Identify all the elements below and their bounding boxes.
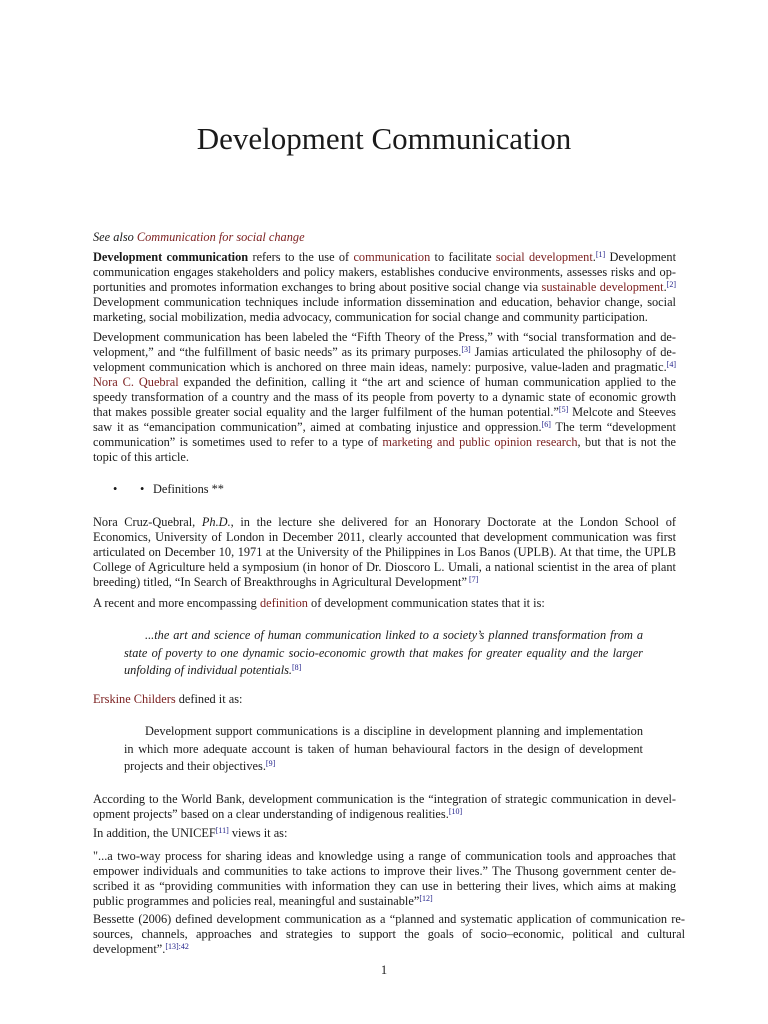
link-marketing-and-public-opinion-research[interactable]: marketing and public opinion research — [382, 435, 578, 449]
page-number: 1 — [380, 963, 388, 977]
text-run: According to the World Bank, development communication is the “integration of strategic communication in development projects” based on a clear understanding of indigenous realities. — [93, 792, 676, 821]
reference-6[interactable]: [6] — [541, 420, 551, 429]
text-run: "...a two-way process for sharing ideas and knowledge using a range of communication tools and approaches that empower individuals and communities to take actions to improve their lives.” The Thusong government center described it as “providing communities with information they can use in bettering their lives, which aims at making public programmes and policies real, meaningful and sustainable” — [93, 849, 676, 908]
blockquote-childers — [124, 723, 643, 776]
text-run: Jamias articulated the philosophy of development communication which is anchored on three main ideas, namely: purposive, value-laden and pragmatic. — [93, 345, 677, 374]
bullet-inner: • — [140, 482, 145, 496]
text-run: Development communication engages stakeholders and policy makers, establishes conducive environments, assesses risks and opportunities and promotes information exchanges to bring about positive social change via — [93, 250, 676, 294]
text-run: Development communication techniques include information dissemination and education, behavior change, social marketing, social mobilization, media advocacy, communication for social change and community participation. — [93, 295, 676, 324]
text-run: of development communication states that it is: — [307, 596, 545, 610]
bullet-text: Definitions ** — [153, 482, 224, 496]
reference-5[interactable]: [5] — [558, 405, 569, 414]
text-run: A recent and more encompassing — [93, 596, 260, 610]
text-run: , in the lecture she delivered for an Honorary Doctorate at the London School of Economics, University of London in December 2011, clearly accounted that development communication was first articulated on December 10, 1971 at the University of the Philippines in Los Banos (UPLB). At that time, the UPLB College of Agriculture held a symposium (in honor of Dr. Dioscoro L. Umali, a national scientist in the area of plant breeding) titled, “In Search of Breakthroughs in Agricultural Development” — [93, 515, 676, 589]
link-communication-for-social-change[interactable]: Communication for social change — [136, 230, 305, 244]
link-definition[interactable]: definition — [259, 596, 308, 610]
term-development-communication: Development communication — [93, 250, 249, 264]
reference-10[interactable]: [10] — [448, 807, 463, 816]
reference-1[interactable]: [1] — [595, 250, 606, 259]
blockquote-definition — [124, 627, 643, 680]
paragraph-intro — [93, 250, 676, 325]
text-run: views it as: — [228, 826, 288, 840]
reference-2[interactable]: [2] — [666, 280, 676, 289]
text-run: Nora Cruz-Quebral, — [93, 515, 202, 529]
text-run: refers to the use of — [248, 250, 354, 264]
paragraph-world-bank — [93, 792, 676, 822]
quote-text: Development support communications is a discipline in development planning and implementation in which more adequate account is taken of human behavioural factors in the design of development projects and their objectives. — [124, 724, 643, 773]
page-title: Development Communication — [196, 121, 572, 156]
definitions-bullet — [113, 482, 224, 497]
text-run: . — [663, 280, 667, 294]
link-sustainable-development[interactable]: sustainable development — [541, 280, 664, 294]
link-nora-c-quebral[interactable]: Nora C. Quebral — [93, 375, 179, 389]
link-social-development[interactable]: social development — [495, 250, 593, 264]
text-run: expanded the definition, calling it “the art and science of human communication applied to the speedy transformation of a country and the mass of its people from poverty to a dynamic state of economic growth that makes possible greater social equality and the larger fulfilment of the human potential.” — [93, 375, 676, 419]
paragraph-fifth-theory — [93, 330, 676, 465]
paragraph-quebral-lecture — [93, 515, 676, 590]
text-run: Development communication has been labeled the “Fifth Theory of the Press,” with “social transformation and development,” and “the fulfillment of basic needs” as its primary purposes. — [93, 330, 676, 359]
paragraph-bessette — [93, 912, 685, 957]
paragraph-unicef — [93, 826, 676, 841]
reference-3[interactable]: [3] — [461, 345, 471, 354]
text-run: The term “development communication” is sometimes used to refer to a type of — [93, 420, 676, 449]
paragraph-childers — [93, 692, 676, 707]
link-erskine-childers[interactable]: Erskine Childers — [93, 692, 176, 706]
text-run: to facilitate — [430, 250, 496, 264]
reference-13[interactable]: [13]:42 — [165, 942, 189, 951]
reference-11[interactable]: [11] — [215, 826, 229, 835]
reference-12[interactable]: [12] — [419, 894, 433, 903]
reference-8[interactable]: [8] — [292, 663, 302, 672]
degree-phd: Ph.D. — [201, 515, 231, 529]
link-communication[interactable]: communication — [353, 250, 431, 264]
paragraph-two-way-process — [93, 849, 676, 909]
text-run: Melcote and Steeves saw it as “emancipation communication”, aimed at combating injustice and oppression. — [93, 405, 676, 434]
reference-7[interactable]: [7] — [466, 575, 479, 584]
see-also-note — [93, 230, 676, 245]
bullet-outer: • — [113, 482, 118, 496]
text-run: defined it as: — [175, 692, 243, 706]
quote-text: ...the art and science of human communication linked to a society’s planned transformation from a state of poverty to one dynamic socio-economic growth that makes for greater equality and the larger unfolding of individual potentials. — [124, 628, 643, 677]
text-run: . — [592, 250, 596, 264]
reference-4[interactable]: [4] — [666, 360, 676, 369]
text-run: , but that is not the topic of this article. — [93, 435, 676, 464]
reference-9[interactable]: [9] — [265, 759, 276, 768]
paragraph-recent-definition — [93, 596, 676, 611]
see-also-prefix: See also — [93, 230, 137, 244]
text-run: Bessette (2006) defined development communication as a “planned and systematic application of communication resources, channels, approaches and strategies to support the goals of socio–economic, political and cultural development”. — [93, 912, 685, 956]
text-run: In addition, the UNICEF — [93, 826, 216, 840]
